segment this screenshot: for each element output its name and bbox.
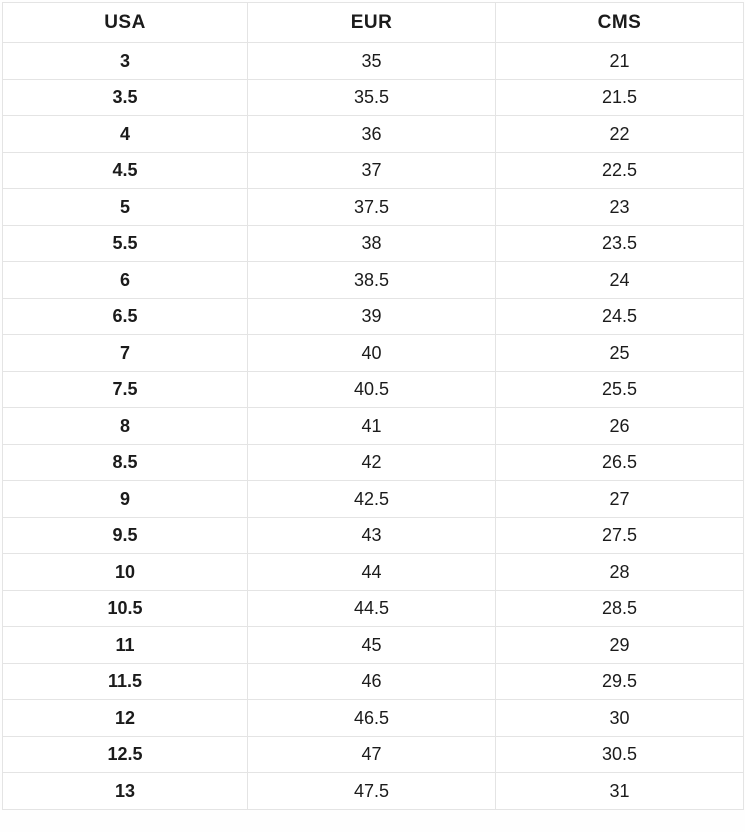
eur-cell: 46 <box>248 663 496 700</box>
usa-cell: 6 <box>3 262 248 299</box>
usa-cell: 11.5 <box>3 663 248 700</box>
cms-cell: 31 <box>496 773 744 810</box>
column-header-usa: USA <box>3 3 248 43</box>
table-row <box>3 43 744 80</box>
cms-cell: 26 <box>496 408 744 445</box>
eur-cell: 47 <box>248 736 496 773</box>
table-row <box>3 481 744 518</box>
eur-cell: 40 <box>248 335 496 372</box>
table-row <box>3 590 744 627</box>
eur-cell: 44.5 <box>248 590 496 627</box>
table-row <box>3 116 744 153</box>
usa-cell: 3 <box>3 43 248 80</box>
usa-cell: 7.5 <box>3 371 248 408</box>
usa-cell: 11 <box>3 627 248 664</box>
column-header-eur: EUR <box>248 3 496 43</box>
cms-cell: 25.5 <box>496 371 744 408</box>
cms-cell: 21.5 <box>496 79 744 116</box>
eur-cell: 42 <box>248 444 496 481</box>
table-row <box>3 262 744 299</box>
cms-cell: 30 <box>496 700 744 737</box>
cms-cell: 27.5 <box>496 517 744 554</box>
table-row <box>3 371 744 408</box>
cms-cell: 23 <box>496 189 744 226</box>
usa-cell: 8.5 <box>3 444 248 481</box>
usa-cell: 9.5 <box>3 517 248 554</box>
table-row <box>3 79 744 116</box>
eur-cell: 37 <box>248 152 496 189</box>
eur-cell: 35.5 <box>248 79 496 116</box>
cms-cell: 21 <box>496 43 744 80</box>
table-row <box>3 408 744 445</box>
column-header-cms: CMS <box>496 3 744 43</box>
table-row <box>3 736 744 773</box>
eur-cell: 41 <box>248 408 496 445</box>
usa-cell: 12.5 <box>3 736 248 773</box>
table-row <box>3 152 744 189</box>
cms-cell: 29 <box>496 627 744 664</box>
usa-cell: 4.5 <box>3 152 248 189</box>
table-row <box>3 663 744 700</box>
eur-cell: 47.5 <box>248 773 496 810</box>
table-body <box>3 43 744 810</box>
cms-cell: 25 <box>496 335 744 372</box>
header-row <box>3 3 744 43</box>
cms-cell: 27 <box>496 481 744 518</box>
cms-cell: 23.5 <box>496 225 744 262</box>
table-row <box>3 298 744 335</box>
eur-cell: 46.5 <box>248 700 496 737</box>
eur-cell: 38 <box>248 225 496 262</box>
eur-cell: 40.5 <box>248 371 496 408</box>
table-row <box>3 554 744 591</box>
cms-cell: 22 <box>496 116 744 153</box>
eur-cell: 44 <box>248 554 496 591</box>
usa-cell: 7 <box>3 335 248 372</box>
cms-cell: 30.5 <box>496 736 744 773</box>
usa-cell: 4 <box>3 116 248 153</box>
eur-cell: 36 <box>248 116 496 153</box>
usa-cell: 10.5 <box>3 590 248 627</box>
eur-cell: 37.5 <box>248 189 496 226</box>
cms-cell: 26.5 <box>496 444 744 481</box>
table-row <box>3 335 744 372</box>
eur-cell: 38.5 <box>248 262 496 299</box>
usa-cell: 9 <box>3 481 248 518</box>
usa-cell: 8 <box>3 408 248 445</box>
table-row <box>3 225 744 262</box>
usa-cell: 5.5 <box>3 225 248 262</box>
cms-cell: 24 <box>496 262 744 299</box>
eur-cell: 39 <box>248 298 496 335</box>
usa-cell: 10 <box>3 554 248 591</box>
usa-cell: 6.5 <box>3 298 248 335</box>
usa-cell: 13 <box>3 773 248 810</box>
size-conversion-table <box>2 2 744 810</box>
table-row <box>3 444 744 481</box>
table-row <box>3 700 744 737</box>
eur-cell: 35 <box>248 43 496 80</box>
usa-cell: 12 <box>3 700 248 737</box>
table-row <box>3 627 744 664</box>
eur-cell: 42.5 <box>248 481 496 518</box>
table-row <box>3 517 744 554</box>
usa-cell: 5 <box>3 189 248 226</box>
cms-cell: 28.5 <box>496 590 744 627</box>
table-row <box>3 773 744 810</box>
eur-cell: 45 <box>248 627 496 664</box>
cms-cell: 22.5 <box>496 152 744 189</box>
table-row <box>3 189 744 226</box>
usa-cell: 3.5 <box>3 79 248 116</box>
cms-cell: 24.5 <box>496 298 744 335</box>
cms-cell: 29.5 <box>496 663 744 700</box>
cms-cell: 28 <box>496 554 744 591</box>
eur-cell: 43 <box>248 517 496 554</box>
